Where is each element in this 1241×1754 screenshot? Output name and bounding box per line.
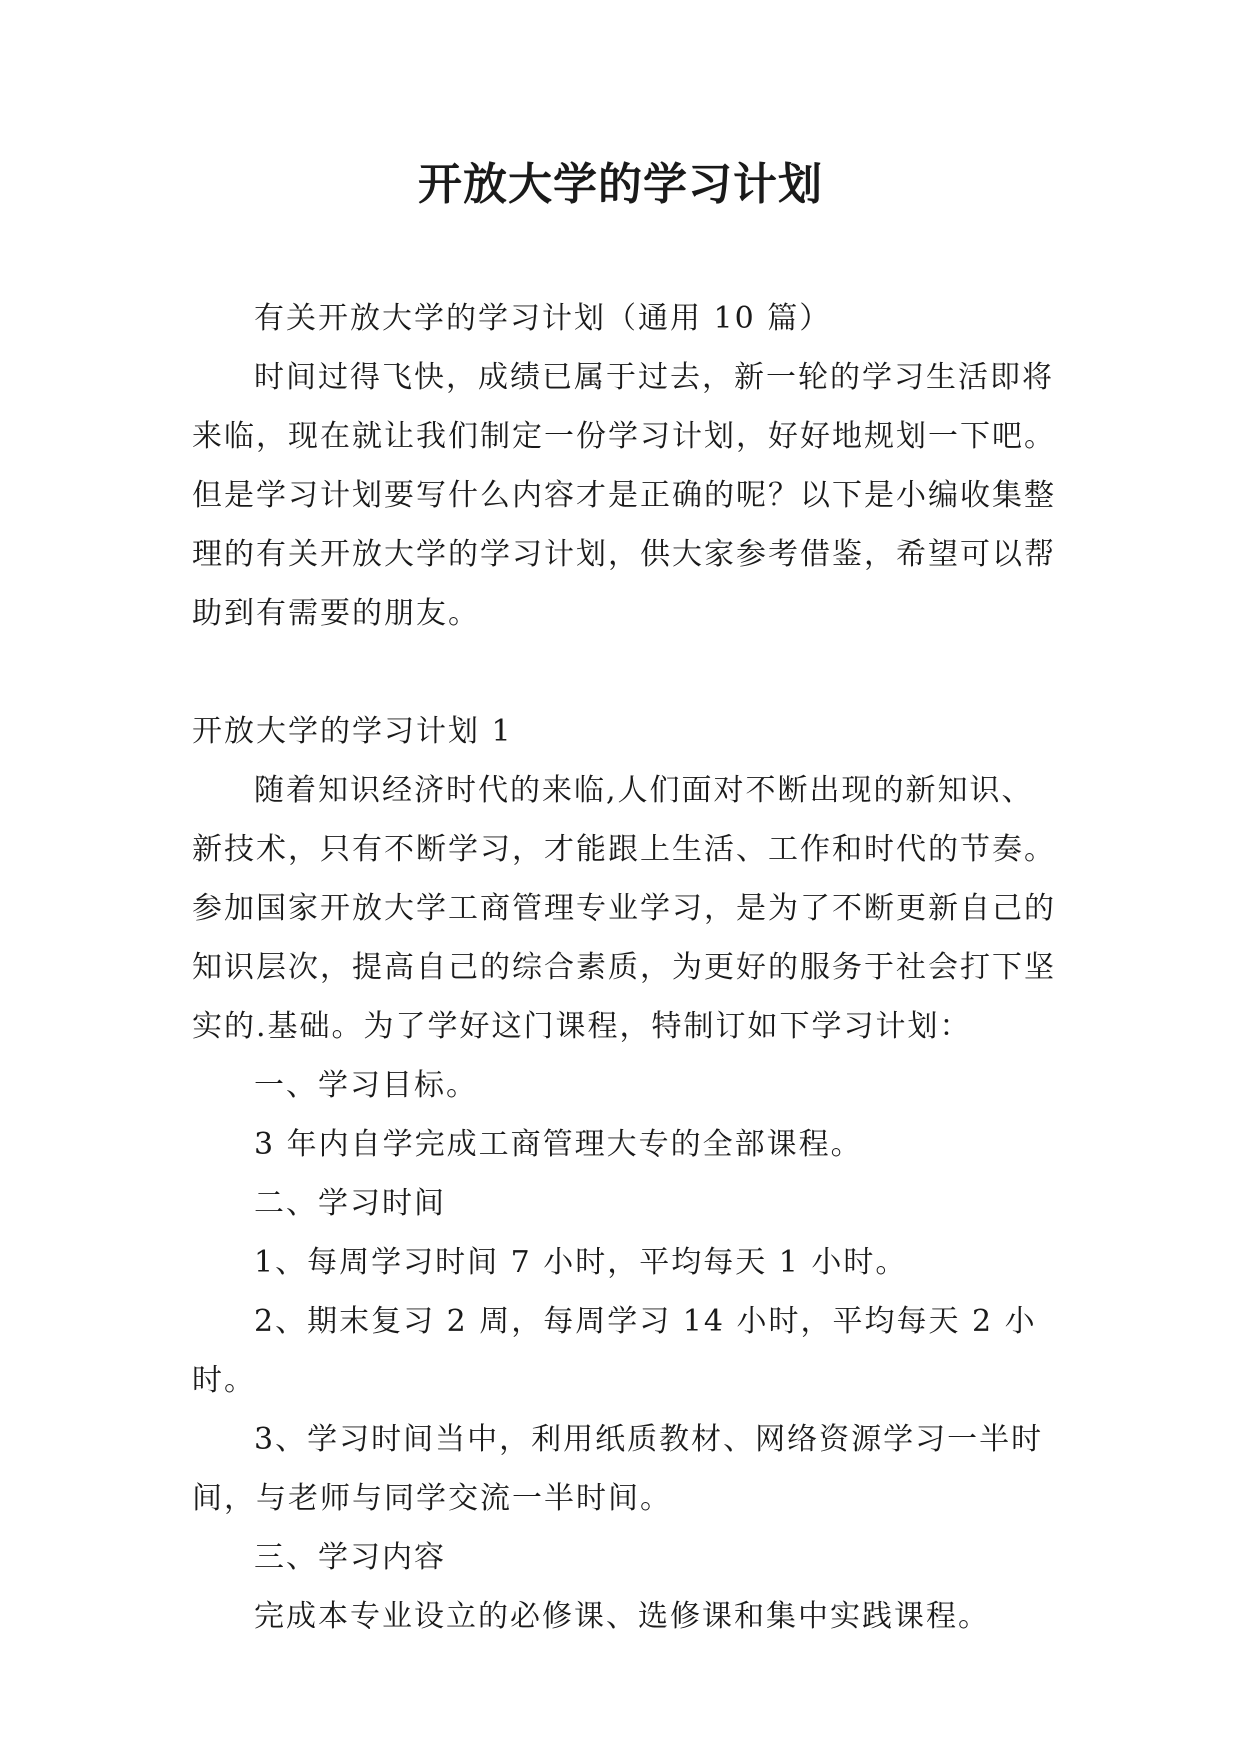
- time-heading: 二、学习时间: [254, 1186, 446, 1221]
- time-item-2: 2、期末复习 2 周，每周学习 14 小时，平均每天 2 小时。: [192, 1304, 1037, 1398]
- content-heading: 三、学习内容: [254, 1540, 446, 1575]
- section-paragraph: 随着知识经济时代的来临,人们面对不断出现的新知识、新技术，只有不断学习，才能跟上生活、工作和时代的节奏。参加国家开放大学工商管理专业学习，是为了不断更新自己的知识层次，提高自己的综合素质，为更好的服务于社会打下坚实的.基础。为了学好这门课程，特制订如下学习计划：: [192, 773, 1056, 1044]
- intro-paragraph: 时间过得飞快，成绩已属于过去，新一轮的学习生活即将来临，现在就让我们制定一份学习计划，好好地规划一下吧。但是学习计划要写什么内容才是正确的呢？以下是小编收集整理的有关开放大学的学习计划，供大家参考借鉴，希望可以帮助到有需要的朋友。: [192, 360, 1056, 631]
- paragraph-spacer: [192, 643, 1062, 702]
- document-title: 开放大学的学习计划: [418, 159, 823, 210]
- document-subtitle: 有关开放大学的学习计划（通用 10 篇）: [254, 301, 832, 336]
- content-text: 完成本专业设立的必修课、选修课和集中实践课程。: [254, 1599, 990, 1634]
- time-item-3: 3、学习时间当中，利用纸质教材、网络资源学习一半时间，与老师与同学交流一半时间。: [192, 1422, 1044, 1516]
- goal-text: 3 年内自学完成工商管理大专的全部课程。: [254, 1127, 863, 1162]
- section-heading: 开放大学的学习计划 1: [192, 714, 513, 749]
- goal-heading: 一、学习目标。: [254, 1068, 478, 1103]
- time-item-1: 1、每周学习时间 7 小时，平均每天 1 小时。: [254, 1245, 908, 1280]
- document-body: [192, 289, 1062, 1646]
